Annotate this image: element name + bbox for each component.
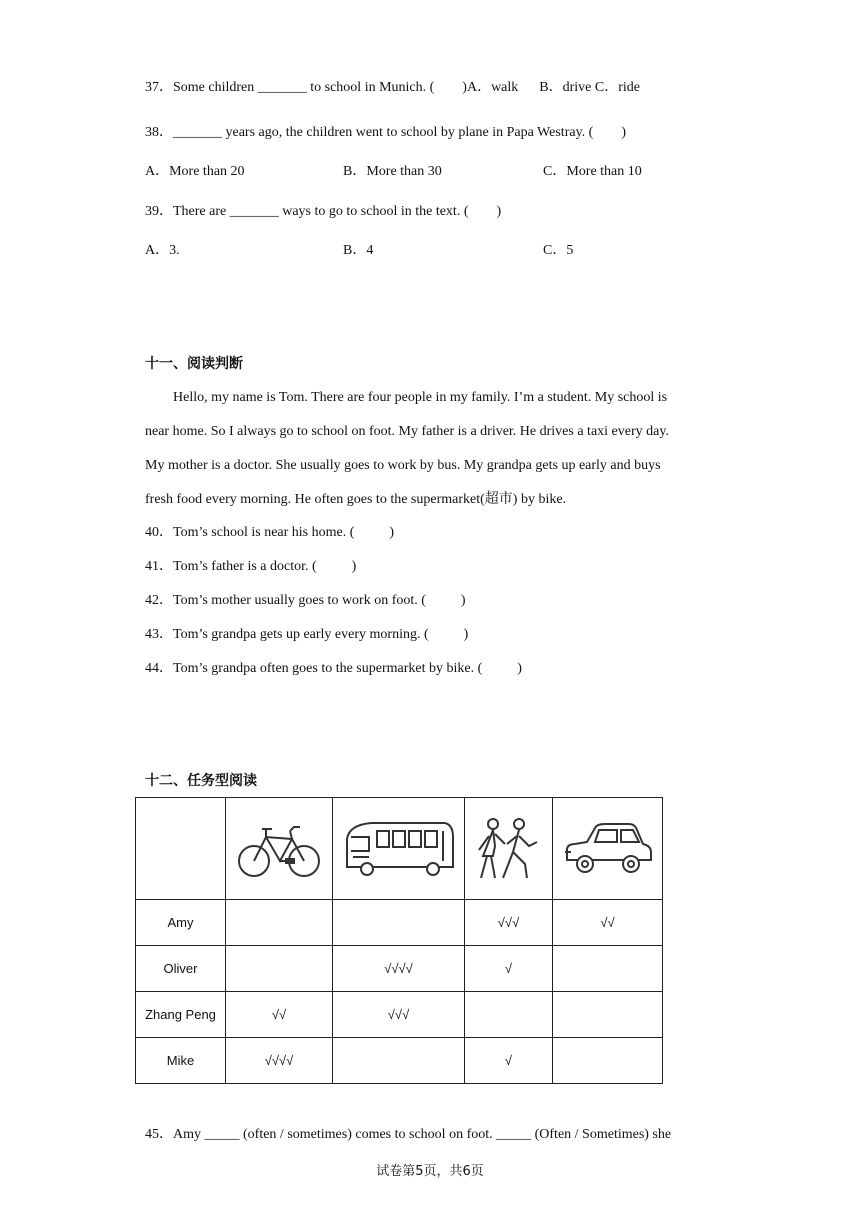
question-45: 45．Amy _____ (often / sometimes) comes to school on foot. _____ (Often / Sometimes) she bbox=[145, 1127, 672, 1142]
question-38: 38．_______ years ago, the children went to school by plane in Papa Westray. ( ) bbox=[145, 125, 626, 140]
question-41: 41．Tom’s father is a doctor. ( ) bbox=[145, 559, 357, 574]
walk-count: √ bbox=[465, 946, 553, 992]
passage-line: My mother is a doctor. She usually goes to work by bus. My grandpa gets up early and buys bbox=[145, 458, 661, 473]
car-column-header bbox=[553, 798, 663, 900]
car-count: √√ bbox=[553, 900, 663, 946]
table-corner-cell bbox=[136, 798, 226, 900]
reading-passage bbox=[145, 381, 725, 517]
question-38-option-a: A．More than 20 bbox=[145, 164, 245, 179]
student-name: Mike bbox=[136, 1038, 226, 1084]
section-11-heading: 十一、阅读判断 bbox=[145, 356, 243, 372]
student-name: Amy bbox=[136, 900, 226, 946]
table-row bbox=[136, 946, 663, 992]
student-name: Oliver bbox=[136, 946, 226, 992]
table-row bbox=[136, 1038, 663, 1084]
question-38-option-b: B．More than 30 bbox=[343, 164, 442, 179]
question-44: 44．Tom’s grandpa often goes to the supermarket by bike. ( ) bbox=[145, 661, 522, 676]
bike-count bbox=[226, 946, 333, 992]
passage-line: Hello, my name is Tom. There are four people in my family. I’m a student. My school is bbox=[145, 390, 668, 405]
bus-column-header bbox=[333, 798, 465, 900]
passage-line: near home. So I always go to school on foot. My father is a driver. He drives a taxi every day. bbox=[145, 424, 669, 439]
walk-column-header bbox=[465, 798, 553, 900]
table-row bbox=[136, 992, 663, 1038]
bike-icon bbox=[236, 817, 322, 881]
question-38-option-c: C．More than 10 bbox=[543, 164, 642, 179]
table-row bbox=[136, 900, 663, 946]
page-footer: 试卷第5页，共6页 bbox=[376, 1164, 484, 1179]
car-count bbox=[553, 1038, 663, 1084]
question-37: 37．Some children _______ to school in Munich. ( )A．walk B．drive C．ride bbox=[145, 80, 640, 95]
question-40: 40．Tom’s school is near his home. ( ) bbox=[145, 525, 395, 540]
bike-count: √√ bbox=[226, 992, 333, 1038]
bus-count bbox=[333, 900, 465, 946]
car-icon bbox=[561, 820, 655, 878]
question-42: 42．Tom’s mother usually goes to work on foot. ( ) bbox=[145, 593, 466, 608]
bike-count: √√√√ bbox=[226, 1038, 333, 1084]
car-count bbox=[553, 992, 663, 1038]
bike-column-header bbox=[226, 798, 333, 900]
car-count bbox=[553, 946, 663, 992]
question-39: 39．There are _______ ways to go to school in the text. ( ) bbox=[145, 204, 502, 219]
bus-count: √√√√ bbox=[333, 946, 465, 992]
bike-count bbox=[226, 900, 333, 946]
question-43: 43．Tom’s grandpa gets up early every morning. ( ) bbox=[145, 627, 469, 642]
question-39-option-b: B．4 bbox=[343, 243, 374, 258]
question-39-option-c: C．5 bbox=[543, 243, 574, 258]
transport-table bbox=[135, 797, 663, 1084]
passage-line: fresh food every morning. He often goes to the supermarket(超市) by bike. bbox=[145, 492, 567, 507]
walking-icon bbox=[473, 816, 545, 882]
bus-icon bbox=[341, 817, 457, 881]
section-12-heading: 十二、任务型阅读 bbox=[145, 773, 257, 789]
question-39-option-a: A．3. bbox=[145, 243, 180, 258]
walk-count: √ bbox=[465, 1038, 553, 1084]
walk-count bbox=[465, 992, 553, 1038]
walk-count: √√√ bbox=[465, 900, 553, 946]
table-header-row bbox=[136, 798, 663, 900]
bus-count bbox=[333, 1038, 465, 1084]
bus-count: √√√ bbox=[333, 992, 465, 1038]
student-name: Zhang Peng bbox=[136, 992, 226, 1038]
